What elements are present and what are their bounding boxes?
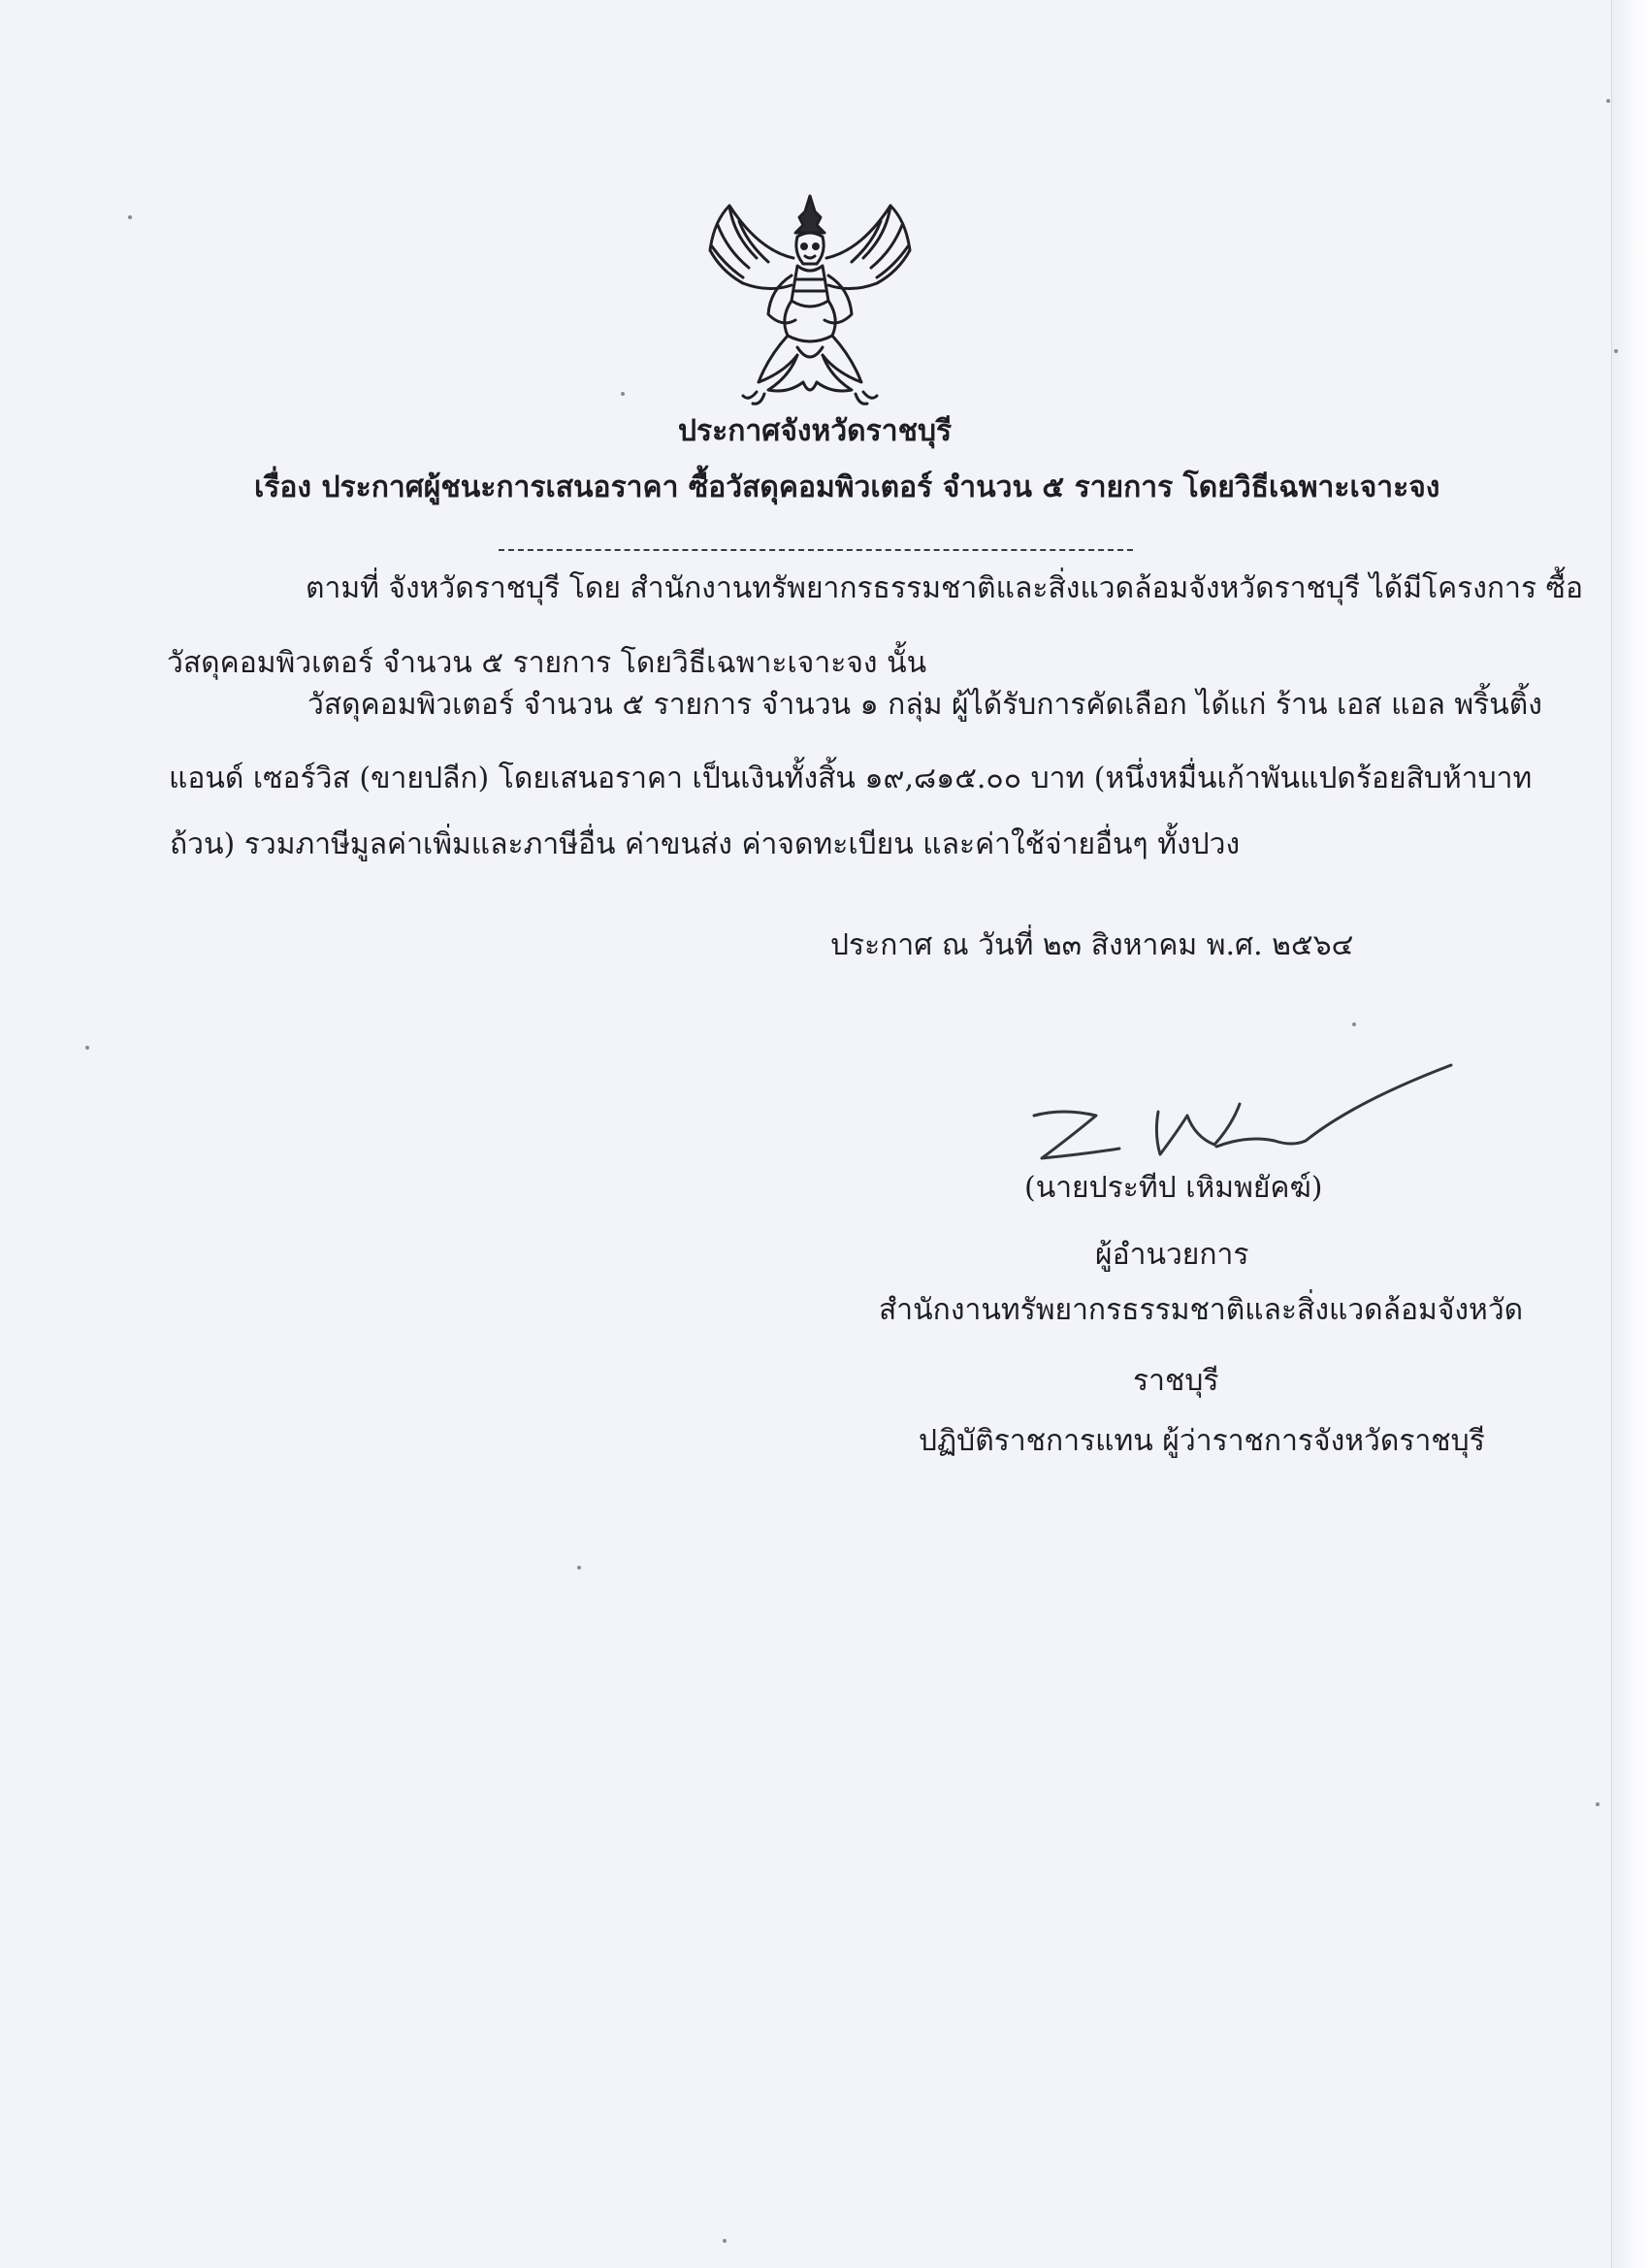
- header-divider: [499, 549, 1133, 551]
- date-month-year: สิงหาคม พ.ศ. ๒๕๖๔: [1090, 928, 1354, 962]
- document-title: ประกาศจังหวัดราชบุรี: [678, 414, 953, 448]
- announcement-date: [830, 926, 1353, 965]
- paragraph-2-line-1: วัสดุคอมพิวเตอร์ จำนวน ๕ รายการ จำนวน ๑ กลุ่ม ผู้ได้รับการคัดเลือก ได้แก่ ร้าน เอส แอล พริ้นติ้ง: [307, 688, 1542, 722]
- scan-speck: [128, 215, 132, 219]
- signatory-acting-on-behalf: ปฏิบัติราชการแทน ผู้ว่าราชการจังหวัดราชบุรี: [919, 1424, 1485, 1458]
- signatory-office-line-2: ราชบุรี: [1133, 1364, 1219, 1398]
- scan-speck: [1596, 1802, 1600, 1806]
- scan-speck: [723, 2239, 727, 2243]
- signatory-position: ผู้อำนวยการ: [1095, 1238, 1249, 1272]
- scan-speck: [577, 1566, 581, 1570]
- signature-icon: [1024, 1057, 1457, 1166]
- date-prefix: ประกาศ ณ วันที่: [830, 928, 1034, 962]
- signatory-office-line-1: สำนักงานทรัพยากรธรรมชาติและสิ่งแวดล้อมจังหวัด: [879, 1293, 1524, 1327]
- scan-speck: [85, 1046, 89, 1050]
- garuda-emblem-icon: [700, 182, 920, 411]
- paragraph-1-line-2: วัสดุคอมพิวเตอร์ จำนวน ๕ รายการ โดยวิธีเฉพาะเจาะจง นั้น: [167, 646, 927, 680]
- signatory-name: (นายประทีป เหิมพยัคฆ์): [1024, 1171, 1323, 1205]
- date-day: ๒๓: [1042, 928, 1083, 962]
- paragraph-2-line-2: แอนด์ เซอร์วิส (ขายปลีก) โดยเสนอราคา เป็นเงินทั้งสิ้น ๑๙,๘๑๕.๐๐ บาท (หนึ่งหมื่นเก้าพันแปดร้อยสิบห้าบาท: [169, 761, 1533, 795]
- scan-speck: [1352, 1022, 1356, 1026]
- paragraph-1-line-1: ตามที่ จังหวัดราชบุรี โดย สำนักงานทรัพยากรธรรมชาติและสิ่งแวดล้อมจังหวัดราชบุรี ได้มีโครงการ ซื้อ: [306, 571, 1583, 605]
- paragraph-2-line-3: ถ้วน) รวมภาษีมูลค่าเพิ่มและภาษีอื่น ค่าขนส่ง ค่าจดทะเบียน และค่าใช้จ่ายอื่นๆ ทั้งปวง: [170, 827, 1241, 861]
- paper-edge: [1611, 0, 1649, 2268]
- document-subject: เรื่อง ประกาศผู้ชนะการเสนอราคา ซื้อวัสดุคอมพิวเตอร์ จำนวน ๕ รายการ โดยวิธีเฉพาะเจาะจง: [254, 470, 1440, 504]
- scan-speck: [621, 392, 625, 396]
- scan-speck: [1614, 349, 1618, 353]
- scan-speck: [1606, 99, 1610, 103]
